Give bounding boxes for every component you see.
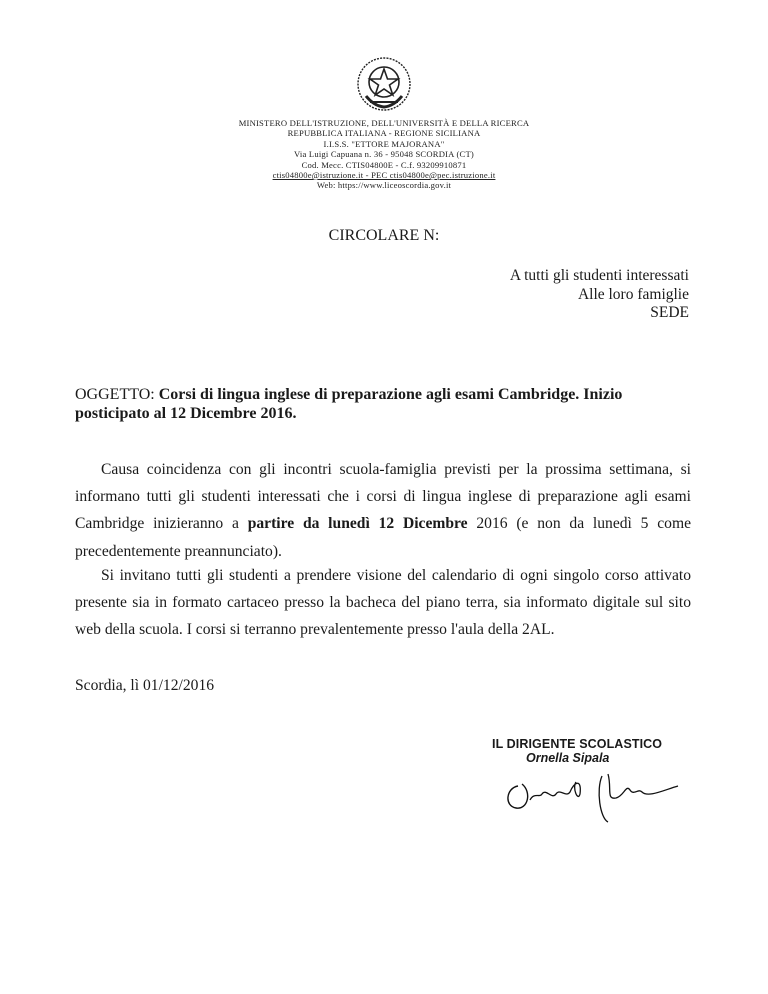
p2-text: Si invitano tutti gli studenti a prendere visione del calendario di ogni singolo corso attivato presente sia in formato cartaceo presso la bacheca del piano terra, sia informato digitale sul sito web della scuola. I corsi si terranno prevalentemente presso l'aula della 2AL. <box>75 567 691 639</box>
p1-text-a: Causa coincidenza con gli incontri scuola-famiglia previsti per la prossima settimana, si informano tutti gli studenti interessati che i corsi di lingua inglese di preparazione agli esami Cambridge inizieranno a <box>75 461 691 533</box>
recipient-line: A tutti gli studenti interessati <box>509 267 689 284</box>
signatory-name: Ornella Sipala <box>526 751 610 765</box>
subject-block <box>75 385 700 423</box>
school-header <box>0 118 768 191</box>
header-codes: Cod. Mecc. CTIS04800E - C.f. 93209910871 <box>301 159 467 170</box>
circular-number: CIRCOLARE N: <box>328 227 440 244</box>
body-paragraph-1 <box>75 456 691 565</box>
recipients-block <box>510 267 689 323</box>
header-emails[interactable]: ctis04800e@istruzione.it - PEC ctis04800e@pec.istruzione.it <box>272 170 496 181</box>
recipient-line: Alle loro famiglie <box>577 285 689 303</box>
subject-text: Corsi di lingua inglese di preparazione agli esami Cambridge. Inizio posticipato al 12 Dicembre 2016. <box>75 386 623 422</box>
header-web[interactable]: Web: https://www.liceoscordia.gov.it <box>316 180 452 191</box>
p1-bold-date: partire da lunedì 12 Dicembre <box>247 515 468 533</box>
header-address: Via Luigi Capuana n. 36 - 95048 SCORDIA (CT) <box>294 149 474 160</box>
subject-label: OGGETTO: <box>75 386 155 403</box>
p1-text-b: 2016 (e non da lunedì 5 come precedentemente preannunciato). <box>75 515 691 560</box>
date-line: Scordia, lì 01/12/2016 <box>75 677 215 694</box>
signatory-title: IL DIRIGENTE SCOLASTICO <box>492 737 663 751</box>
handwritten-signature <box>496 748 696 828</box>
body-paragraph-2 <box>75 562 691 644</box>
recipient-line: SEDE <box>650 304 689 321</box>
republic-emblem-icon <box>356 56 412 112</box>
header-ministry: MINISTERO DELL'ISTRUZIONE, DELL'UNIVERSITÀ E DELLA RICERCA <box>238 118 530 128</box>
header-school-name: I.I.S.S. "ETTORE MAJORANA" <box>323 138 445 149</box>
header-region: REPUBBLICA ITALIANA - REGIONE SICILIANA <box>287 128 481 139</box>
